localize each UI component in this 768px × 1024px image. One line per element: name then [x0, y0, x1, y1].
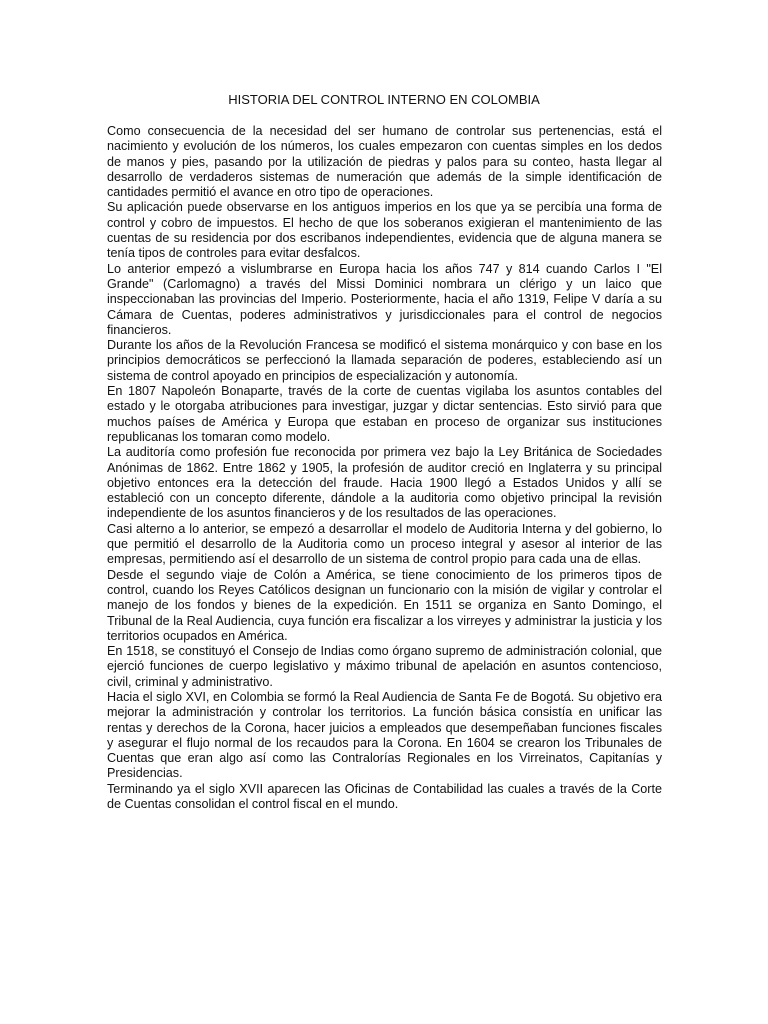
paragraph-3: Lo anterior empezó a vislumbrarse en Europa hacia los años 747 y 814 cuando Carlos I "El Grande" (Carlomagno) a través del Missi Dominici nombrara un clérigo y un laico que inspeccionaban las provincias del Imperio. Posteriormente, hacia el año 1319, Felipe V daría a su Cámara de Cuentas, poderes administrativos y jurisdiccionales para el control de negocios financieros.	[107, 261, 662, 337]
paragraph-10: Hacia el siglo XVI, en Colombia se formó la Real Audiencia de Santa Fe de Bogotá. Su objetivo era mejorar la administración y controlar los territorios. La función básica consistía en unificar las rentas y derechos de la Corona, hacer juicios a empleados que desempeñaban funciones fiscales y asegurar el flujo normal de los recaudos para la Corona. En 1604 se crearon los Tribunales de Cuentas que eran algo así como las Contralorías Regionales en los Virreinatos, Capitanías y Presidencias.	[107, 689, 662, 781]
document-body	[107, 124, 662, 812]
paragraph-8: Desde el segundo viaje de Colón a América, se tiene conocimiento de los primeros tipos de control, cuando los Reyes Católicos designan un funcionario con la misión de vigilar y controlar el manejo de los fondos y bienes de la expedición. En 1511 se organiza en Santo Domingo, el Tribunal de la Real Audiencia, cuya función era fiscalizar a los virreyes y administrar la justicia y los territorios ocupados en América.	[107, 567, 662, 643]
paragraph-5: En 1807 Napoleón Bonaparte, través de la corte de cuentas vigilaba los asuntos contables del estado y le otorgaba atribuciones para investigar, juzgar y dictar sentencias. Esto sirvió para que muchos países de América y Europa que estaban en proceso de organizar sus instituciones republicanas los tomaran como modelo.	[107, 384, 662, 444]
paragraph-4: Durante los años de la Revolución Francesa se modificó el sistema monárquico y con base en los principios democráticos se perfeccionó la llamada separación de poderes, estableciendo así un sistema de control apoyado en principios de especialización y autonomía.	[107, 338, 662, 383]
document-title: HISTORIA DEL CONTROL INTERNO EN COLOMBIA	[228, 92, 540, 107]
paragraph-9: En 1518, se constituyó el Consejo de Indias como órgano supremo de administración colonial, que ejerció funciones de cuerpo legislativo y máximo tribunal de apelación en asuntos contencioso, civil, criminal y administrativo.	[107, 644, 662, 689]
paragraph-7: Casi alterno a lo anterior, se empezó a desarrollar el modelo de Auditoria Interna y del gobierno, lo que permitió el desarrollo de la Auditoria como un proceso integral y asesor al interior de las empresas, permitiendo así el desarrollo de un sistema de control propio para cada una de ellas.	[107, 521, 662, 567]
paragraph-11: Terminando ya el siglo XVII aparecen las Oficinas de Contabilidad las cuales a través de la Corte de Cuentas consolidan el control fiscal en el mundo.	[107, 781, 662, 812]
paragraph-6: La auditoría como profesión fue reconocida por primera vez bajo la Ley Británica de Sociedades Anónimas de 1862. Entre 1862 y 1905, la profesión de auditor creció en Inglaterra y su principal objetivo entonces era la detección del fraude. Hacia 1900 llegó a Estados Unidos y allí se estableció con un concepto diferente, dándole a la auditoria como objetivo principal la revisión independiente de los asuntos financieros y de los resultados de las operaciones.	[107, 445, 662, 521]
paragraph-2: Su aplicación puede observarse en los antiguos imperios en los que ya se percibía una forma de control y cobro de impuestos. El hecho de que los soberanos exigieran el mantenimiento de las cuentas de su residencia por dos escribanos independientes, evidencia que de alguna manera se tenía tipos de controles para evitar desfalcos.	[107, 200, 662, 261]
paragraph-1: Como consecuencia de la necesidad del ser humano de controlar sus pertenencias, está el nacimiento y evolución de los números, los cuales empezaron con cuentas simples en los dedos de manos y pies, pasando por la utilización de piedras y palos para su conteo, hasta llegar al desarrollo de verdaderos sistemas de numeración que además de la simple identificación de cantidades permitió el avance en otro tipo de operaciones.	[107, 124, 662, 200]
